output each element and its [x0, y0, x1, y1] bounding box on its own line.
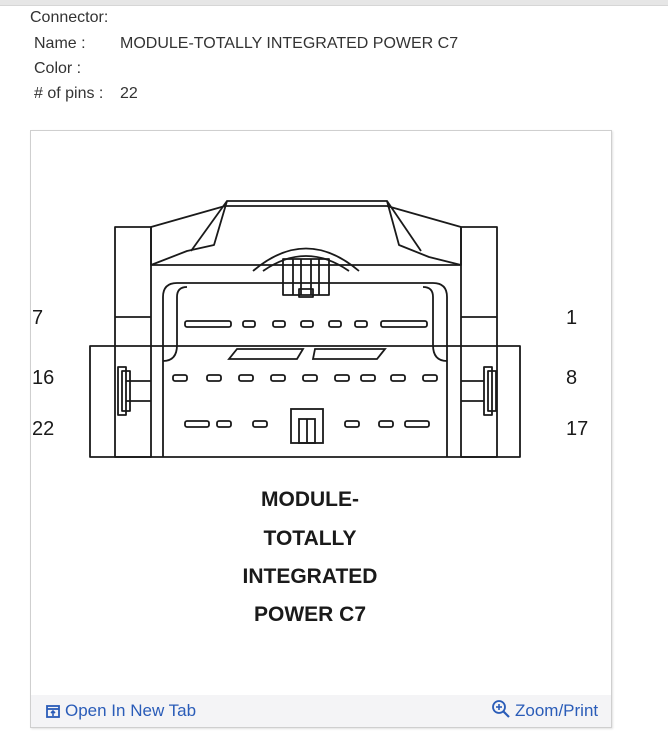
- connector-heading: Connector:: [30, 9, 109, 26]
- card-footer: [31, 695, 611, 727]
- pin-label-8: 8: [566, 367, 578, 389]
- pin-label-1: 1: [566, 307, 578, 329]
- caption-line-4: POWER C7: [253, 603, 367, 626]
- pin-label-7: 7: [32, 307, 44, 329]
- connector-diagram-card: [30, 130, 612, 728]
- top-bar: [0, 0, 668, 6]
- pin-label-17: 17: [566, 418, 589, 440]
- caption-line-3: INTEGRATED: [242, 565, 378, 588]
- open-new-tab-icon: [45, 703, 61, 719]
- caption-line-1: MODULE-: [261, 488, 359, 511]
- pin-cavities: [173, 321, 437, 443]
- pins-label: # of pins :: [34, 85, 104, 102]
- open-in-new-tab-link[interactable]: [45, 701, 196, 721]
- open-in-new-tab-label: Open In New Tab: [65, 701, 197, 720]
- pin-label-16: 16: [32, 367, 55, 389]
- zoom-print-label: Zoom/Print: [515, 701, 599, 720]
- pins-value: 22: [120, 85, 138, 102]
- caption-line-2: TOTALLY: [263, 527, 357, 550]
- pin-label-22: 22: [32, 418, 55, 440]
- connector-diagram: [31, 131, 611, 695]
- name-value: MODULE-TOTALLY INTEGRATED POWER C7: [120, 35, 459, 52]
- magnifier-plus-icon: [491, 699, 511, 719]
- color-label: Color :: [34, 60, 82, 77]
- diagram-caption: [243, 488, 378, 626]
- zoom-print-link[interactable]: [491, 697, 598, 721]
- name-label: Name :: [34, 35, 86, 52]
